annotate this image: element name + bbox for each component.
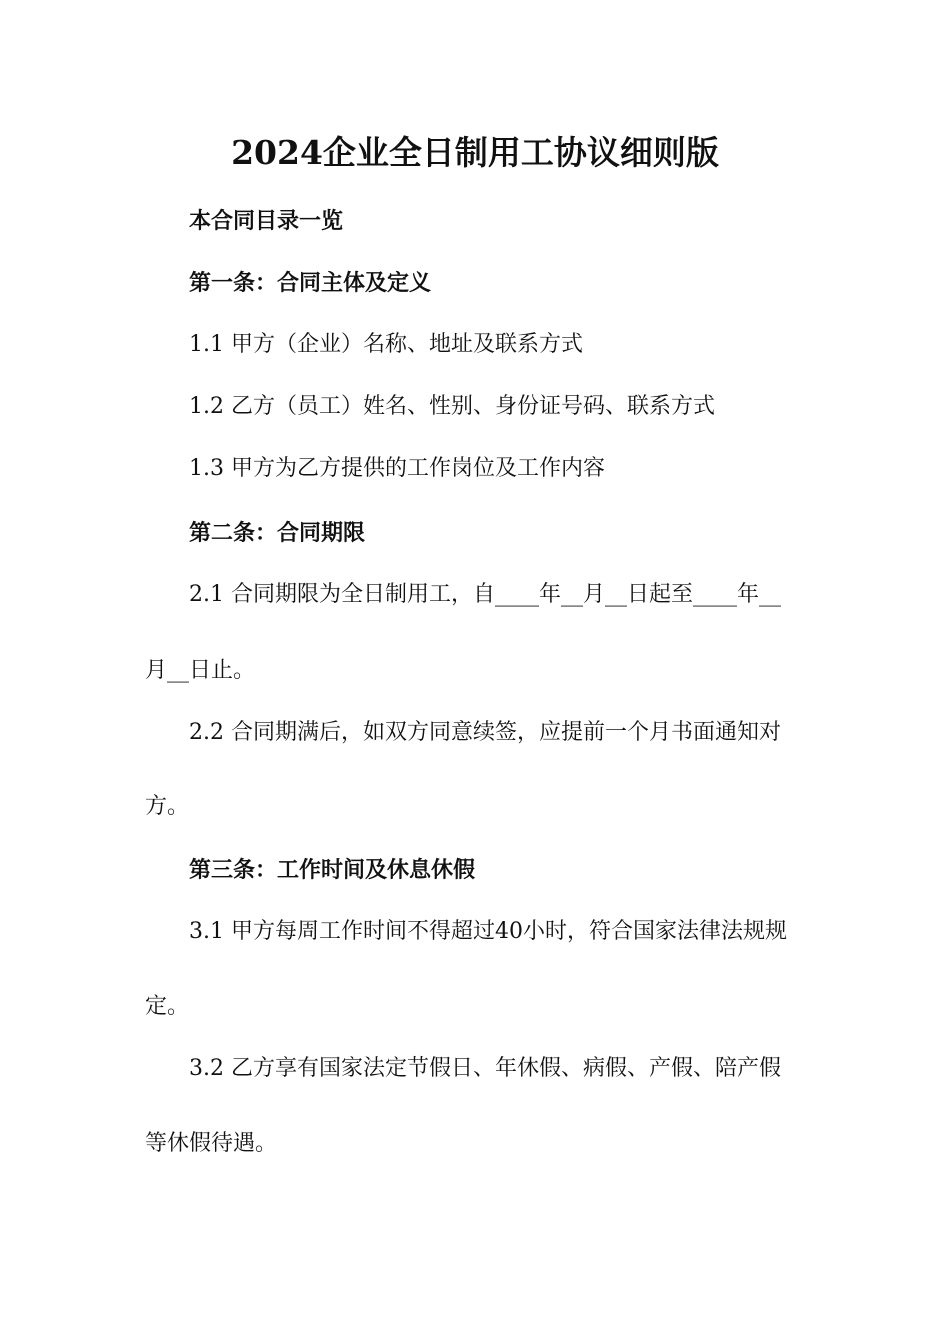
clause-2-1-line-2: 月__日止。: [145, 658, 256, 683]
clause-3-2-line-2: 等休假待遇。: [145, 1131, 278, 1156]
clause-3-2-line-1: 3.2 乙方享有国家法定节假日、年休假、病假、产假、陪产假: [189, 1056, 781, 1081]
section-3-heading: 第三条：工作时间及休息休假: [189, 857, 476, 883]
section-2-heading: 第二条：合同期限: [189, 520, 366, 546]
clause-1-2: 1.2 乙方（员工）姓名、性别、身份证号码、联系方式: [189, 394, 715, 419]
clause-1-1: 1.1 甲方（企业）名称、地址及联系方式: [189, 332, 583, 357]
clause-1-3: 1.3 甲方为乙方提供的工作岗位及工作内容: [189, 456, 605, 481]
clause-2-2-line-2: 方。: [145, 794, 190, 819]
toc-heading: 本合同目录一览: [189, 208, 344, 234]
clause-3-1-line-2: 定。: [145, 994, 190, 1019]
clause-2-1-line-1: 2.1 合同期限为全日制用工，自____年__月__日起至____年__: [189, 582, 781, 607]
section-1-heading: 第一条：合同主体及定义: [189, 270, 432, 296]
clause-2-2-line-1: 2.2 合同期满后，如双方同意续签，应提前一个月书面通知对: [189, 720, 781, 745]
document-title: 2024企业全日制用工协议细则版: [231, 133, 719, 172]
clause-3-1-line-1: 3.1 甲方每周工作时间不得超过40小时，符合国家法律法规规: [189, 919, 787, 944]
